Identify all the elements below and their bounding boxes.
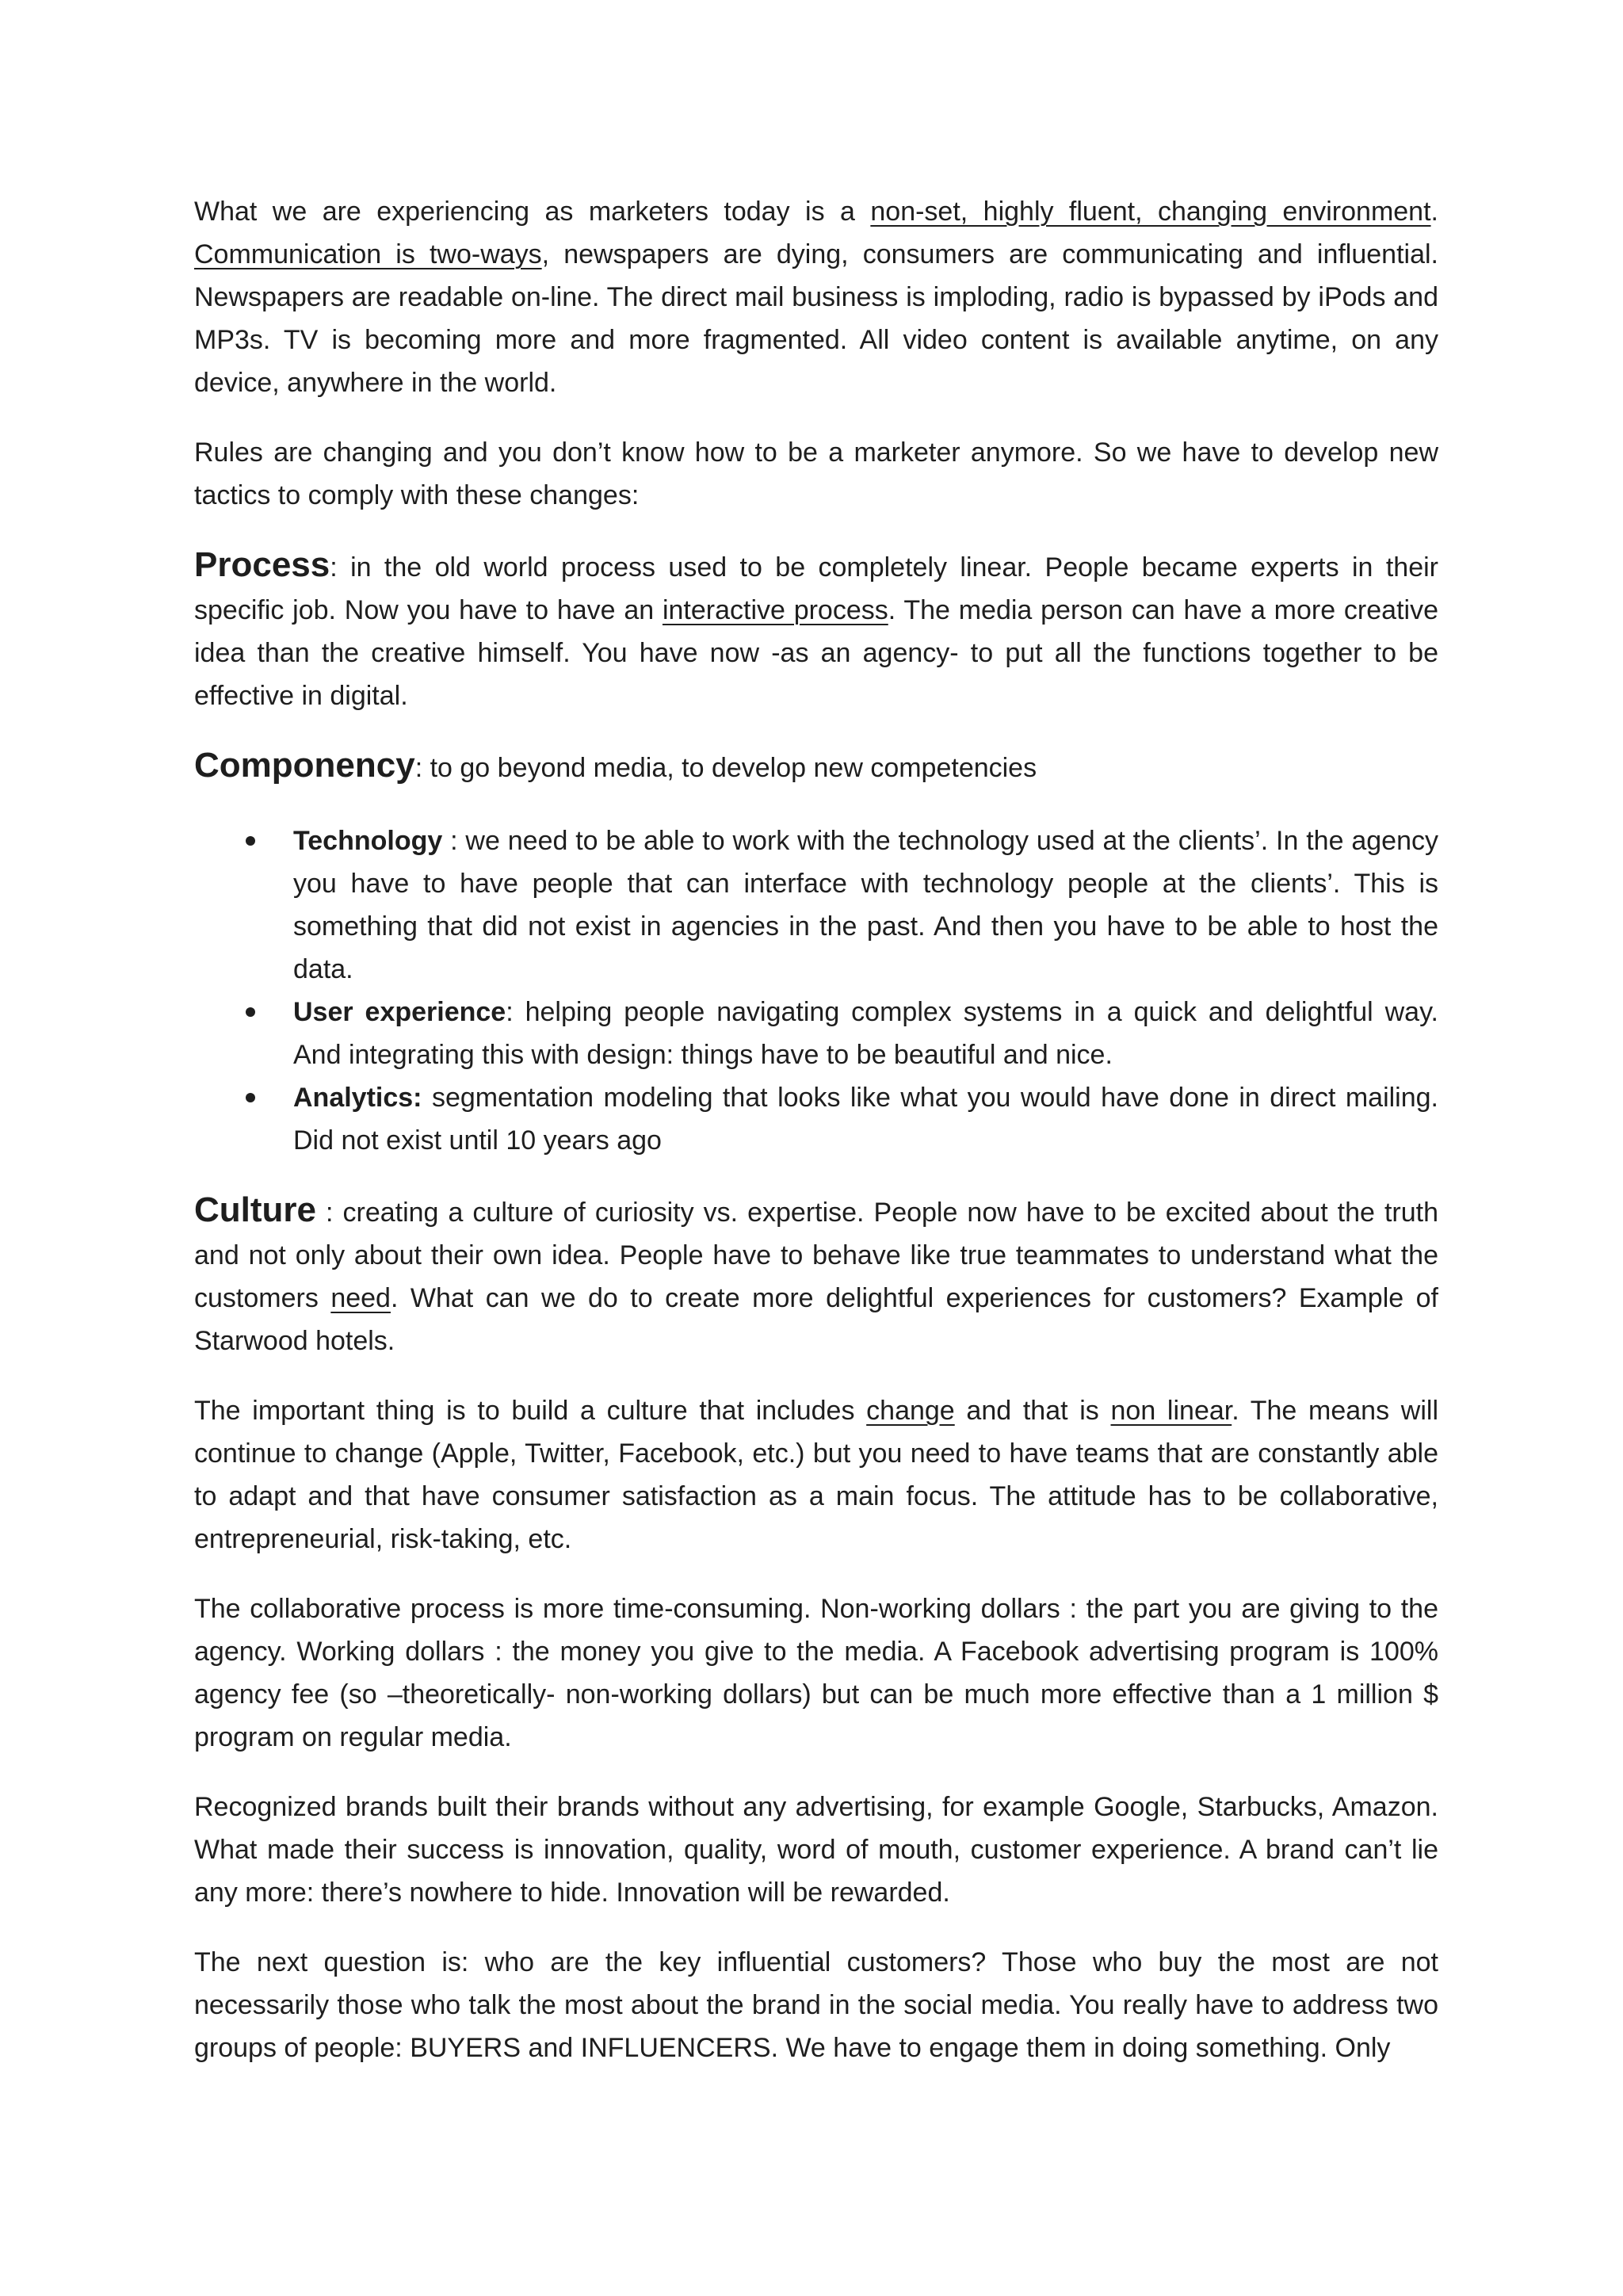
text-run: . (1430, 197, 1438, 227)
text-run: : to go beyond media, to develop new competencies (414, 753, 1037, 783)
list-item-term: Technology (293, 826, 443, 856)
text-run: What we are experiencing as marketers today is a (194, 197, 871, 227)
text-run: and that is (954, 1396, 1111, 1426)
paragraph-collaborative: The collaborative process is more time-consuming. Non-working dollars : the part you are giving to the agency. Working dollars : the money you give to the media. A Facebook advertising program is 100% agency fee (so –theoretically- non-working dollars) but can be much more effective than a 1 million $ program on regular media. (194, 1594, 1438, 1752)
text-run: , newspapers are dying, consumers are communicating and influential. Newspapers are readable on-line. The direct mail business is imploding, radio is bypassed by iPods and MP3s. TV is becoming more and more fragmented. All video content is available anytime, on any device, anywhere in the world. (194, 239, 1438, 398)
paragraph-rules: Rules are changing and you don’t know how to be a marketer anymore. So we have to develop new tactics to comply with these changes: (194, 437, 1438, 510)
document-body (194, 190, 1438, 2096)
paragraph-brands: Recognized brands built their brands without any advertising, for example Google, Starbucks, Amazon. What made their success is innovation, quality, word of mouth, customer experience. A brand can’t lie any more: there’s nowhere to hide. Innovation will be rewarded. (194, 1792, 1438, 1908)
paragraph-next-question: The next question is: who are the key influential customers? Those who buy the most are not necessarily those who talk the most about the brand in the social media. You really have to address two groups of people: BUYERS and INFLUENCERS. We have to engage them in doing something. Only (194, 1947, 1438, 2063)
list-item-technology (194, 819, 1438, 991)
list-item-analytics (194, 1076, 1438, 1162)
text-run: . The media person can have a more creative idea than the creative himself. You have now -as an agency- to put all the functions together to be effective in digital. (194, 595, 1438, 711)
bullet-icon (246, 1007, 255, 1017)
competency-list (194, 819, 1438, 1162)
paragraph-culture (194, 1189, 1438, 1362)
list-item-text: : we need to be able to work with the technology used at the clients’. In the agency you have to have people that can interface with technology people at the clients’. This is something that did not exist in agencies in the past. And then you have to be able to host the data. (293, 826, 1438, 984)
list-item-term: User experience (293, 997, 506, 1027)
underlined-text: Communication is two-ways (194, 239, 542, 269)
paragraph-change (194, 1389, 1438, 1561)
list-item-term: Analytics: (293, 1083, 422, 1113)
text-run: . What can we do to create more delightful experiences for customers? Example of Starwood hotels. (194, 1283, 1438, 1356)
text-run: . The means will continue to change (Apple, Twitter, Facebook, etc.) but you need to have teams that are constantly able to adapt and that have consumer satisfaction as a main focus. The attitude has to be collaborative, entrepreneurial, risk-taking, etc. (194, 1396, 1438, 1554)
list-item-text: segmentation modeling that looks like what you would have done in direct mailing. Did not exist until 10 years ago (293, 1083, 1438, 1156)
underlined-text: need (330, 1283, 391, 1313)
paragraph-process (194, 544, 1438, 717)
heading-culture: Culture (194, 1190, 316, 1229)
text-run: : in the old world process used to be completely linear. People became experts in their specific job. Now you have to have an (194, 552, 1438, 625)
paragraph-intro (194, 190, 1438, 404)
bullet-icon (246, 1093, 255, 1102)
heading-process: Process (194, 545, 330, 584)
bullet-icon (246, 836, 255, 846)
text-run: The important thing is to build a culture that includes (194, 1396, 867, 1426)
heading-componency: Componency (194, 746, 415, 785)
list-item-text: : helping people navigating complex systems in a quick and delightful way. And integrating this with design: things have to be beautiful and nice. (293, 997, 1438, 1070)
underlined-text: change (866, 1396, 955, 1426)
text-run: : creating a culture of curiosity vs. expertise. People now have to be excited about the truth and not only about their own idea. People have to behave like true teammates to understand what the customers (194, 1198, 1438, 1313)
underlined-text: non-set, highly fluent, changing environment (870, 197, 1431, 227)
paragraph-componency (194, 744, 1438, 789)
underlined-text: interactive process (662, 595, 888, 625)
underlined-text: non linear (1110, 1396, 1232, 1426)
list-item-user-experience (194, 991, 1438, 1076)
